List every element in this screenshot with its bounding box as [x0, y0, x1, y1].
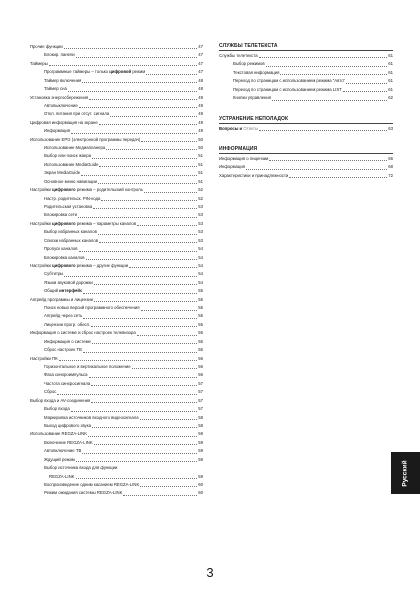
dot-leader: [146, 74, 197, 75]
toc-entry-label: Блокировка каналов: [44, 254, 85, 260]
toc-entry-page: 47: [198, 69, 203, 75]
toc-entry-label: Субтитры: [44, 271, 64, 277]
dot-leader: [259, 57, 388, 58]
toc-entry: [219, 52, 393, 60]
dot-leader: [140, 486, 197, 487]
toc-entry-label: [44, 287, 82, 295]
toc-entry: [30, 262, 203, 270]
toc-entry-label: Воспроизведение одним касанием REGZA-LINK: [44, 481, 140, 487]
toc-entry: [30, 422, 203, 430]
toc-entry: [30, 304, 203, 312]
dot-leader: [98, 234, 197, 235]
toc-entry-label: Выбор или поиск жанра: [44, 153, 92, 159]
toc-entry-page: 53: [198, 229, 203, 235]
toc-entry-page: 51: [198, 170, 203, 176]
dot-leader: [71, 411, 198, 412]
toc-entry-label: Маркировка источников входного видеосигнала: [44, 414, 139, 420]
toc-entry: [30, 136, 203, 144]
toc-entry-label: Характеристики и принадлежности: [219, 172, 289, 178]
toc-entry: [30, 447, 203, 455]
dot-leader: [49, 65, 197, 66]
toc-entry: [30, 363, 203, 371]
toc-entry: [30, 329, 203, 337]
dot-leader: [343, 91, 388, 92]
dot-leader: [123, 495, 197, 496]
toc-entry-page: 59: [198, 448, 203, 454]
toc-entry-page: 51: [198, 153, 203, 159]
dot-leader: [79, 251, 198, 252]
dot-leader: [64, 48, 197, 49]
toc-entry: [30, 152, 203, 160]
toc-entry-label-part: Программные таймеры – только: [44, 69, 110, 75]
toc-entry-label: Включение REGZA-LINK: [44, 439, 93, 445]
info-heading-rule: [219, 153, 393, 154]
toc-entry-label: Использование MediaGuide: [44, 161, 99, 167]
toc-entry-label: Языки звуковой дорожки: [44, 279, 93, 285]
toc-entry: [30, 144, 203, 152]
dot-leader: [92, 427, 197, 428]
dot-leader: [99, 124, 198, 125]
toc-entry-label-part: Настройки: [30, 220, 53, 226]
toc-entry-page: 56: [198, 338, 203, 344]
toc-entry-page: 52: [198, 195, 203, 201]
toc-entry: [30, 371, 203, 379]
toc-entry-label: Переход по страницам с использованием режима "Авто": [233, 78, 346, 84]
toc-entry-page: 50: [198, 136, 203, 142]
dot-leader: [98, 183, 197, 184]
dot-leader: [91, 326, 197, 327]
toc-entry-page: 56: [198, 364, 203, 370]
toc-entry-label: Выбор избранных каналов: [44, 229, 97, 235]
dot-leader: [82, 453, 197, 454]
toc-entry: [30, 346, 203, 354]
dot-leader: [129, 267, 197, 268]
dot-leader: [289, 177, 387, 178]
toc-entry-page: 51: [198, 178, 203, 184]
toc-entry-emphasis: цифровой: [109, 69, 132, 75]
dot-leader: [78, 217, 197, 218]
toc-entry-page: 55: [198, 296, 203, 302]
toc-entry: [30, 296, 203, 304]
toc-entry-label: [30, 262, 128, 270]
dot-leader: [94, 444, 198, 445]
toc-entry-page: 59: [198, 456, 203, 462]
toc-entry: [30, 321, 203, 329]
toc-entry-label: Пропуск каналов: [44, 246, 78, 252]
dot-leader: [71, 133, 197, 134]
dot-leader: [141, 310, 198, 311]
toc-entry-label: Настр. родительск. PIN-кода: [44, 195, 101, 201]
toc-entry-page: 61: [388, 69, 393, 75]
toc-entry-page: 60: [198, 490, 203, 496]
toc-entry-page: 53: [198, 237, 203, 243]
toc-entry: [30, 220, 203, 228]
dot-leader: [76, 461, 197, 462]
toc-entry-page: 57: [198, 389, 203, 395]
toc-entry: [30, 414, 203, 422]
toc-entry-page: 57: [198, 397, 203, 403]
toc-entry-label-part: Настройки: [30, 187, 53, 193]
toc-entry-emphasis: цифрового: [52, 262, 76, 268]
page-number: 3: [206, 565, 214, 580]
dot-leader: [83, 318, 197, 319]
toc-entry: [30, 102, 203, 110]
toc-entry-label: Апгрейд через сеть: [44, 313, 83, 319]
toc-entry-emphasis: цифрового: [52, 220, 76, 226]
toc-entry-label-bold: Вопросы и: [219, 125, 243, 131]
toc-entry: [30, 161, 203, 169]
toc-entry: [219, 86, 393, 94]
toc-entry: [30, 270, 203, 278]
toc-entry: [30, 77, 203, 85]
toc-entry-label: Родительская установка: [44, 204, 93, 209]
toc-entry-page: 51: [198, 161, 203, 167]
dot-leader: [64, 276, 197, 277]
dot-leader: [99, 166, 197, 167]
dot-leader: [92, 158, 197, 159]
toc-entry-label: Блокировка сети: [44, 212, 78, 218]
toc-entry-label-part: режима – параметры каналов: [75, 220, 136, 226]
toc-entry-page: 72: [388, 172, 393, 178]
dot-leader: [79, 107, 198, 108]
dot-leader: [141, 141, 197, 142]
dot-leader: [280, 74, 387, 75]
dot-leader: [94, 301, 197, 302]
toc-entry: [30, 94, 203, 102]
toc-entry: [30, 279, 203, 287]
language-tab: [391, 452, 420, 494]
toc-entry-page: 49: [198, 119, 203, 125]
toc-entry-label: [44, 68, 145, 76]
dot-leader: [137, 225, 197, 226]
toc-entry-page: 49: [198, 111, 203, 117]
toc-entry-label: Цифровая информация на экране: [30, 119, 98, 125]
toc-entry-label: Выбор источника входа для функции: [44, 465, 118, 471]
dot-leader: [110, 116, 197, 117]
toc-entry-page: 61: [388, 78, 393, 84]
toc-entry: [30, 228, 203, 236]
toc-entry-label-part: режим: [131, 69, 146, 75]
dot-leader: [137, 335, 198, 336]
toc-entry-label: Информация: [219, 164, 246, 170]
toc-entry-label: Установка энергосбережения: [30, 94, 89, 100]
toc-entry-label: Службы телетекста: [219, 52, 258, 58]
toc-entry-label: [30, 186, 143, 194]
toc-entry: [30, 51, 203, 59]
dot-leader: [91, 385, 197, 386]
toc-entry-page: 54: [198, 279, 203, 285]
toc-entry: [30, 473, 203, 481]
dot-leader: [83, 352, 197, 353]
dot-leader: [94, 284, 198, 285]
toc-entry-label: Настройки ПК: [30, 355, 58, 361]
toc-entry-label: Выбор входа и AV-соединения: [30, 397, 91, 403]
toc-entry-page: 55: [198, 321, 203, 327]
toc-entry-label: Ждущий режим: [44, 456, 75, 462]
toc-entry-label: Использование Медиапланера: [44, 145, 106, 151]
dot-leader: [272, 100, 387, 101]
toc-entry: [30, 439, 203, 447]
toc-entry: [30, 464, 203, 472]
toc-entry-label: Автовыключение: [44, 102, 78, 108]
toc-entry-label: Текстовая информация: [233, 69, 280, 75]
dot-leader: [266, 66, 388, 67]
toc-entry-label: Таймер сна: [44, 86, 67, 92]
dot-leader: [140, 419, 198, 420]
toc-entry-label: Информация: [44, 128, 71, 134]
teletext-heading-rule: [219, 50, 393, 51]
toc-entry-page: 58: [198, 422, 203, 428]
toc-entry-label: Выбор режимов: [233, 61, 265, 67]
toc-entry-page: 54: [198, 271, 203, 277]
toc-entry-page: 59: [198, 473, 203, 479]
toc-entry: [30, 237, 203, 245]
info-list: [219, 155, 393, 180]
toc-entry-emphasis: интерфейс: [59, 288, 83, 294]
toc-entry: [30, 119, 203, 127]
troubleshooting-list: [219, 125, 393, 133]
toc-entry-page: 62: [388, 95, 393, 101]
toc-entry-label: Основное меню навигации: [44, 178, 98, 184]
toc-entry-label: Фаза синхроимпульса: [44, 372, 88, 378]
dot-leader: [132, 368, 198, 369]
toc-entry-label: Апгрейд программы и лицензии: [30, 296, 94, 302]
toc-entry-page: 50: [198, 145, 203, 151]
toc-entry-page: 48: [198, 86, 203, 92]
toc-entry-page: 55: [198, 305, 203, 311]
troubleshooting-heading-rule: [219, 123, 393, 124]
toc-entry-label-part: Настройки: [30, 262, 53, 268]
toc-entry: [30, 178, 203, 186]
dot-leader: [83, 293, 197, 294]
toc-entry-label: Поиск новых версий программного обеспечения: [44, 305, 140, 311]
toc-entry: [30, 430, 203, 438]
toc-entry: [30, 68, 203, 76]
dot-leader: [246, 169, 387, 170]
dot-leader: [259, 130, 387, 131]
toc-entry-page: 56: [198, 330, 203, 336]
toc-entry-page: 61: [388, 86, 393, 92]
toc-entry-page: 59: [198, 431, 203, 437]
toc-entry: [30, 456, 203, 464]
toc-entry-page: 56: [198, 355, 203, 361]
toc-entry-page: 53: [198, 212, 203, 218]
toc-entry: [30, 127, 203, 135]
toc-entry-page: 54: [198, 246, 203, 252]
toc-entry-page: 53: [198, 204, 203, 209]
toc-entry-label: Использование REGZA-LINK: [30, 431, 88, 437]
dot-leader: [76, 478, 198, 479]
info-heading: ИНФОРМАЦИЯ: [219, 145, 258, 152]
toc-entry-page: 47: [198, 60, 203, 66]
toc-entry: [30, 85, 203, 93]
toc-entry: [30, 388, 203, 396]
toc-entry: [30, 397, 203, 405]
dot-leader: [86, 259, 198, 260]
toc-entry: [30, 43, 203, 51]
toc-entry: [219, 125, 393, 133]
toc-entry-label: Автовключение ТВ: [44, 448, 82, 454]
toc-entry-label: Кнопки управления: [233, 95, 272, 101]
toc-entry-label: Таймеры: [30, 60, 48, 66]
toc-right-column: [219, 43, 393, 180]
toc-entry: [219, 60, 393, 68]
toc-entry-label: [219, 125, 258, 133]
toc-entry: [30, 338, 203, 346]
toc-entry-label: Переход по страницам с использованием режима LIST: [233, 86, 342, 92]
toc-entry-page: 56: [198, 372, 203, 378]
toc-entry: [30, 60, 203, 68]
toc-entry-page: 49: [198, 128, 203, 134]
dot-leader: [101, 200, 197, 201]
toc-entry-page: 60: [198, 481, 203, 487]
dot-leader: [92, 343, 197, 344]
toc-entry-label: Выход цифрового звука: [44, 422, 92, 428]
teletext-heading: СЛУЖБЫ ТЕЛЕТЕКСТА: [219, 43, 278, 49]
toc-entry-label: Сброс настроек ТВ: [44, 347, 82, 353]
toc-entry: [30, 211, 203, 219]
dot-leader: [89, 377, 198, 378]
toc-entry-label: Информация о системе: [44, 338, 91, 344]
toc-entry: [30, 110, 203, 118]
toc-entry-label: Блокир. панели: [44, 52, 75, 58]
toc-entry-label-light: Ответы: [242, 125, 259, 131]
toc-entry-page: 52: [198, 187, 203, 193]
toc-entry-page: 53: [198, 220, 203, 226]
toc-entry-label: Режим ожидания системы REGZA-LINK: [44, 490, 123, 496]
toc-entry-page: 47: [198, 43, 203, 49]
toc-entry-page: 49: [198, 102, 203, 108]
toc-entry-page: 66: [388, 155, 393, 161]
dot-leader: [82, 82, 197, 83]
toc-entry-label: Горизонтальное и вертикальное положение: [44, 364, 131, 370]
toc-entry-page: 48: [198, 77, 203, 83]
toc-entry-page: 47: [198, 52, 203, 58]
toc-entry-page: 68: [388, 164, 393, 170]
toc-entry: [30, 287, 203, 295]
toc-entry-page: 55: [198, 313, 203, 319]
toc-entry: [30, 405, 203, 413]
troubleshooting-heading: УСТРАНЕНИЕ НЕПОЛАДОК: [219, 115, 289, 122]
dot-leader: [68, 91, 197, 92]
toc-entry: [219, 163, 393, 171]
toc-left-column: [30, 43, 203, 498]
toc-entry-page: 55: [198, 288, 203, 294]
toc-entry-page: 57: [198, 406, 203, 412]
toc-entry-label: Сброс: [44, 389, 57, 395]
toc-entry: [30, 489, 203, 497]
toc-entry: [219, 77, 393, 85]
toc-entry-label: Откл. питания при отсут. сигнала: [44, 111, 110, 117]
dot-leader: [76, 57, 198, 58]
toc-entry: [30, 245, 203, 253]
dot-leader: [106, 149, 197, 150]
toc-entry: [30, 313, 203, 321]
toc-entry: [30, 254, 203, 262]
toc-entry-label: Использование EPG (электронной программы передач): [30, 136, 141, 142]
toc-entry: [219, 172, 393, 180]
toc-entry-page: 61: [388, 52, 393, 58]
toc-entry-page: 57: [198, 380, 203, 386]
dot-leader: [99, 242, 197, 243]
toc-entry-page: 56: [198, 347, 203, 353]
toc-entry: [30, 169, 203, 177]
toc-entry-page: 58: [198, 414, 203, 420]
language-tab-label: Русский: [401, 459, 409, 487]
dot-leader: [91, 402, 197, 403]
toc-entry-label: Списки избранных каналов: [44, 237, 98, 243]
toc-entry: [219, 69, 393, 77]
toc-entry: [30, 355, 203, 363]
toc-entry: [30, 195, 203, 203]
toc-entry-label: Выбор входа: [44, 406, 70, 412]
toc-entry-label: REGZA-LINK: [49, 473, 75, 479]
toc-entry: [30, 186, 203, 194]
toc-entry-label-part: режима – родительский контроль: [75, 187, 143, 193]
toc-entry: [30, 481, 203, 489]
toc-entry-label-part: Общий: [44, 288, 60, 294]
toc-entry-label-part: режима – другие функции: [75, 262, 129, 268]
dot-leader: [59, 360, 198, 361]
dot-leader: [346, 83, 387, 84]
toc-entry-emphasis: цифрового: [52, 187, 76, 193]
toc-entry-page: 61: [388, 61, 393, 67]
dot-leader: [144, 192, 197, 193]
toc-entry-label: Лицензии прогр. обесп.: [44, 321, 91, 327]
toc-entry-label: Экран MediaGuide: [44, 170, 81, 176]
toc-entry-page: 63: [388, 125, 393, 131]
teletext-list: [219, 52, 393, 103]
toc-entry-label: Информация о системе и сброс настроек телевизора: [30, 330, 136, 336]
toc-entry: [30, 203, 203, 211]
toc-entry-page: 54: [198, 254, 203, 260]
dot-leader: [89, 99, 197, 100]
toc-entry-label: Частота синхросигнала: [44, 380, 91, 386]
toc-entry-page: 49: [198, 94, 203, 100]
toc-entry: [219, 155, 393, 163]
dot-leader: [88, 436, 197, 437]
toc-entry-label: Прочие функции: [30, 43, 63, 49]
toc-entry-page: 54: [198, 262, 203, 268]
dot-leader: [57, 394, 197, 395]
toc-entry-label: Таймер включения: [44, 77, 82, 83]
toc-entry: [30, 380, 203, 388]
toc-entry: [219, 94, 393, 102]
dot-leader: [269, 160, 387, 161]
toc-entry-label: [30, 220, 136, 228]
toc-entry-page: 59: [198, 439, 203, 445]
toc-entry-label: Информация о лицензии: [219, 155, 269, 161]
dot-leader: [81, 175, 197, 176]
dot-leader: [93, 208, 197, 209]
